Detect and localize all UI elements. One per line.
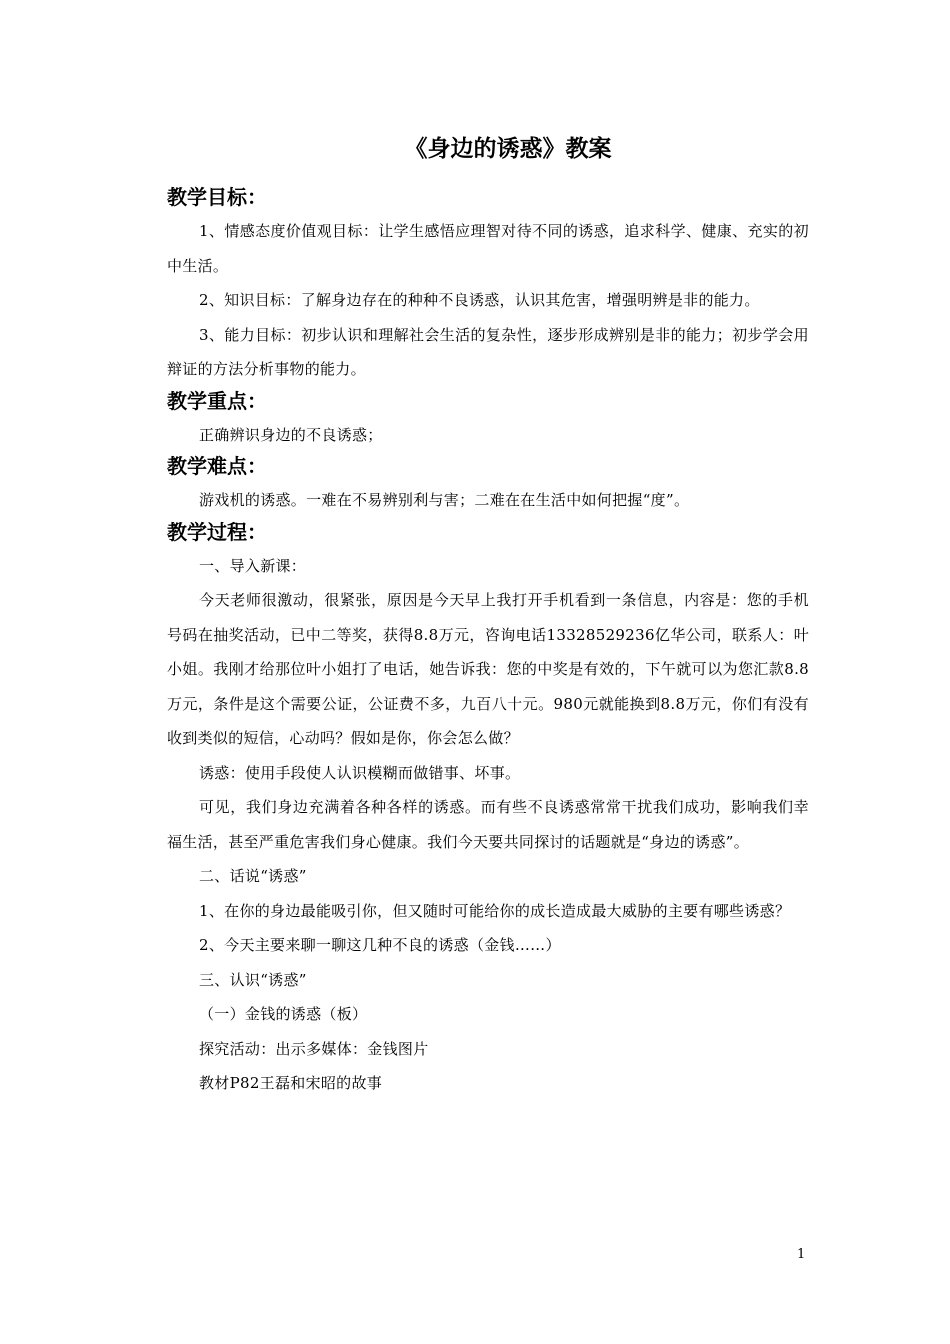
- paragraph: 教材P82王磊和宋昭的故事: [199, 1074, 383, 1092]
- section-heading: 教学重点：: [167, 388, 267, 413]
- paragraph: 诱惑：使用手段使人认识模糊而做错事、坏事。: [199, 763, 521, 782]
- paragraph: 2、知识目标：了解身边存在的种种不良诱惑，认识其危害，增强明辨是非的能力。: [199, 291, 760, 309]
- paragraph: 游戏机的诱惑。一难在不易辨别利与害；二难在在生活中如何把握“度”。: [199, 491, 690, 509]
- paragraph: 今天老师很激动，很紧张，原因是今天早上我打开手机看到一条信息，内容是：您的手机号码在抽奖活动，已中二等奖，获得8.8万元，咨询电话13328529236亿华公司，联系人：叶小姐。我刚才给那位叶小姐打了电话，她告诉我：您的中奖是有效的，下午就可以为您汇款8.8万元，条件是这个需要公证，公证费不多，九百八十元。980元就能换到8.8万元，你们有没有收到类似的短信，心动吗？假如是你，你会怎么做？: [167, 591, 809, 747]
- paragraph: 2、今天主要来聊一聊这几种不良的诱惑（金钱……）: [199, 936, 561, 954]
- paragraph: 三、认识“诱惑”: [199, 970, 307, 989]
- section-heading: 教学难点：: [167, 454, 267, 478]
- document-body: [167, 133, 809, 1101]
- page-number: 1: [797, 1247, 806, 1262]
- paragraph: 二、话说“诱惑”: [199, 867, 307, 885]
- section-heading: 教学过程：: [167, 519, 267, 544]
- paragraph: 可见，我们身边充满着各种各样的诱惑。而有些不良诱惑常常干扰我们成功，影响我们幸福生活，甚至严重危害我们身心健康。我们今天要共同探讨的话题就是“身边的诱惑”。: [167, 798, 809, 851]
- paragraph: 探究活动：出示多媒体：金钱图片: [199, 1039, 429, 1058]
- section-difficulties: [167, 452, 809, 518]
- document-title: 《身边的诱惑》教案: [404, 136, 612, 162]
- section-heading: 教学目标：: [167, 185, 267, 209]
- paragraph: 3、能力目标：初步认识和理解社会生活的复杂性，逐步形成辨别是非的能力；初步学会用辩证的方法分析事物的能力。: [167, 325, 809, 378]
- paragraph: 一、导入新课：: [199, 556, 307, 575]
- paragraph: 1、在你的身边最能吸引你，但又随时可能给你的成长造成最大威胁的主要有哪些诱惑？: [199, 901, 791, 920]
- paragraph: （一）金钱的诱惑（板）: [199, 1005, 368, 1023]
- section-key-points: [167, 387, 809, 453]
- section-process: [167, 518, 809, 1101]
- paragraph: 正确辨识身边的不良诱惑；: [199, 425, 383, 444]
- section-objectives: [167, 183, 809, 387]
- paragraph: 1、情感态度价值观目标：让学生感悟应理智对待不同的诱惑，追求科学、健康、充实的初中生活。: [167, 222, 809, 275]
